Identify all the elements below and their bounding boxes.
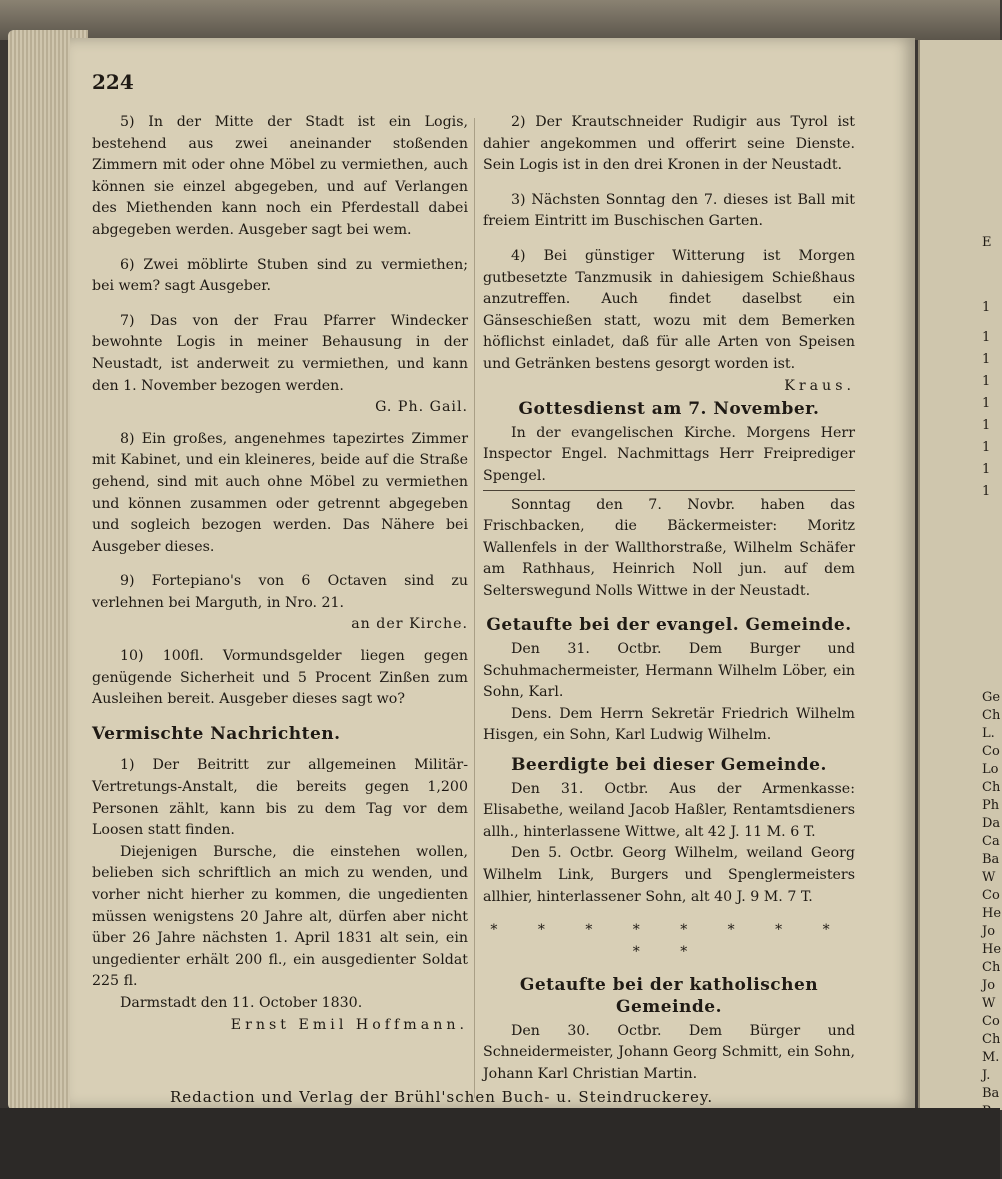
church-service-text: In der evangelischen Kirche. Morgens Herr Inspector Engel. Nachmittags Herr Freiprediger Spengel. bbox=[483, 424, 855, 484]
next-page-fragment: 1 bbox=[982, 374, 991, 389]
church-service-heading: Gottesdienst am 7. November. bbox=[518, 399, 820, 420]
next-page-fragment: Da bbox=[982, 816, 1001, 831]
ad-10: 10) 100fl. Vormundsgelder liegen gegen genügende Sicherheit und 5 Procent Zinßen zum Ausleihen bereit. Ausgeber dieses sagt wo? bbox=[92, 648, 468, 708]
next-page-fragment: L. bbox=[982, 726, 995, 741]
next-page-fragment: W bbox=[982, 870, 996, 885]
ad-6: 6) Zwei möblirte Stuben sind zu vermiethen; bei wem? sagt Ausgeber. bbox=[92, 256, 468, 295]
next-page-fragment: Lo bbox=[982, 762, 999, 777]
left-column bbox=[92, 112, 468, 1046]
footer-imprint: Redaction und Verlag der Brühl'schen Buch- u. Steindruckerey. bbox=[170, 1088, 714, 1106]
page-number: 224 bbox=[92, 70, 134, 94]
buried-entry-1: Den 31. Octbr. Aus der Armenkasse: Elisabethe, weiland Jacob Haßler, Rentamtsdieners allh., hinterlassene Wittwe, alt 42 J. 11 M. 6 T. bbox=[483, 780, 855, 840]
next-page-fragment: Ca bbox=[982, 834, 1000, 849]
buried-entry-2: Den 5. Octbr. Georg Wilhelm, weiland Georg Wilhelm Link, Burgers und Spenglermeisters allhier, hinterlassener Sohn, alt 40 J. 9 M. 7 T. bbox=[483, 845, 855, 905]
next-page-fragment: 1 bbox=[982, 352, 991, 367]
news-4-signature: Kraus. bbox=[784, 377, 855, 394]
baptized-evangelical-entry-2: Dens. Dem Herrn Sekretär Friedrich Wilhelm Hisgen, ein Sohn, Karl Ludwig Wilhelm. bbox=[483, 705, 855, 744]
baptized-catholic-heading: Getaufte bei der katholischen Gemeinde. bbox=[519, 975, 819, 1017]
next-page-fragment: 1 bbox=[982, 462, 991, 477]
buried-heading: Beerdigte bei dieser Gemeinde. bbox=[511, 755, 827, 776]
next-page-fragment: Ch bbox=[982, 780, 1001, 795]
next-page-fragment: W bbox=[982, 996, 996, 1011]
news-1-para-1: 1) Der Beitritt zur allgemeinen Militär-Vertretungs-Anstalt, die bereits gegen 1,200 Personen zählt, kann bis zu dem Tag vor dem Loosen statt finden. bbox=[92, 757, 468, 839]
right-column bbox=[483, 112, 855, 1085]
next-page-fragment: Ba bbox=[982, 1086, 1000, 1101]
next-page-fragment: Ch bbox=[982, 960, 1001, 975]
next-page-fragment: E bbox=[982, 235, 992, 250]
bottom-shadow bbox=[0, 1108, 1000, 1179]
next-page-fragment: J. bbox=[982, 1068, 991, 1083]
right-page-fragment bbox=[918, 40, 1002, 1110]
column-divider bbox=[474, 118, 475, 1098]
news-4: 4) Bei günstiger Witterung ist Morgen gutbesetzte Tanzmusik in dahiesigem Schießhaus anzutreffen. Auch findet daselbst ein Gänseschießen statt, wozu mit dem Bemerken höflichst einladet, daß für alle Arten von Speisen und Getränken bestens gesorgt worden ist. bbox=[483, 247, 855, 372]
baptized-catholic-entry-1: Den 30. Octbr. Dem Bürger und Schneidermeister, Johann Georg Schmitt, ein Sohn, Johann Karl Christian Martin. bbox=[483, 1022, 855, 1082]
next-page-fragment: Co bbox=[982, 1014, 1000, 1029]
ad-9-signature: an der Kirche. bbox=[351, 616, 468, 633]
next-page-fragment: Ge bbox=[982, 690, 1001, 705]
ad-9: 9) Fortepiano's von 6 Octaven sind zu verlehnen bei Marguth, in Nro. 21. bbox=[92, 573, 468, 611]
ad-5: 5) In der Mitte der Stadt ist ein Logis, bestehend aus zwei aneinander stoßenden Zimmern mit oder ohne Möbel zu vermiethen, auch können sie einzel abgegeben, und auf Verlangen des Miethenden kann noch ein Pferdestall dabei abgegeben werden. Ausgeber sagt bei wem. bbox=[92, 114, 468, 238]
ad-7: 7) Das von der Frau Pfarrer Windecker bewohnte Logis in meiner Behausung in der Neustadt, ist anderweit zu vermiethen, und kann den 1. November bezogen werden. bbox=[92, 312, 468, 394]
next-page-fragment: Ba bbox=[982, 852, 1000, 867]
next-page-fragment: 1 bbox=[982, 300, 991, 315]
news-1-signature: Ernst Emil Hoffmann. bbox=[230, 1016, 468, 1033]
next-page-fragment: 1 bbox=[982, 418, 991, 433]
next-page-fragment: Ch bbox=[982, 708, 1001, 723]
book-top-edge bbox=[0, 0, 1000, 40]
section-stars: * * * * * * * * * * bbox=[490, 922, 848, 960]
next-page-fragment: 1 bbox=[982, 330, 991, 345]
next-page-fragment: Co bbox=[982, 744, 1000, 759]
next-page-fragment: He bbox=[982, 906, 1002, 921]
next-page-fragment: Ch bbox=[982, 1032, 1001, 1047]
next-page-fragment: M. bbox=[982, 1050, 1000, 1065]
next-page-fragment: Jo bbox=[982, 978, 996, 993]
next-page-fragment: Ph bbox=[982, 798, 1000, 813]
next-page-fragment: 1 bbox=[982, 396, 991, 411]
news-1-date: Darmstadt den 11. October 1830. bbox=[120, 994, 363, 1011]
ad-7-signature: G. Ph. Gail. bbox=[375, 399, 468, 416]
news-2: 2) Der Krautschneider Rudigir aus Tyrol ist dahier angekommen und offerirt seine Dienste. Sein Logis ist in den drei Kronen in der Neustadt. bbox=[483, 114, 855, 174]
baptized-evangelical-heading: Getaufte bei der evangel. Gemeinde. bbox=[486, 615, 852, 636]
baptized-evangelical-entry-1: Den 31. Octbr. Dem Burger und Schuhmachermeister, Hermann Wilhelm Löber, ein Sohn, Karl. bbox=[483, 641, 855, 701]
news-3: 3) Nächsten Sonntag den 7. dieses ist Ball mit freiem Eintritt im Buschischen Garten. bbox=[483, 191, 855, 230]
separator-line bbox=[483, 490, 855, 491]
next-page-fragment: He bbox=[982, 942, 1002, 957]
next-page-fragment: 1 bbox=[982, 440, 991, 455]
next-page-fragment: 1 bbox=[982, 484, 991, 499]
bakers-notice: Sonntag den 7. Novbr. haben das Frischbacken, die Bäckermeister: Moritz Wallenfels in der Wallthorstraße, Wilhelm Schäfer am Rathhaus, Heinrich Noll jun. auf dem Selterswegund Nolls Wittwe in der Neustadt. bbox=[483, 496, 855, 599]
misc-news-heading: Vermischte Nachrichten. bbox=[92, 723, 341, 744]
news-1-para-2: Diejenigen Bursche, die einstehen wollen, belieben sich schriftlich an mich zu wenden, und vorher nicht hierher zu kommen, die ungedienten müssen wenigstens 20 Jahre alt, dürfen aber nicht über 26 Jahre nächsten 1. April 1831 alt sein, ein ungedienter erhält 200 fl., ein ausgedienter Soldat 225 fl. bbox=[92, 843, 468, 990]
ad-8: 8) Ein großes, angenehmes tapezirtes Zimmer mit Kabinet, und ein kleineres, beide auf die Straße gehend, sind mit auch ohne Möbel zu vermiethen und können zusammen oder getrennt abgegeben und sogleich bezogen werden. Das Nähere bei Ausgeber dieses. bbox=[92, 430, 468, 555]
next-page-fragment: Jo bbox=[982, 924, 996, 939]
next-page-fragment: Co bbox=[982, 888, 1000, 903]
